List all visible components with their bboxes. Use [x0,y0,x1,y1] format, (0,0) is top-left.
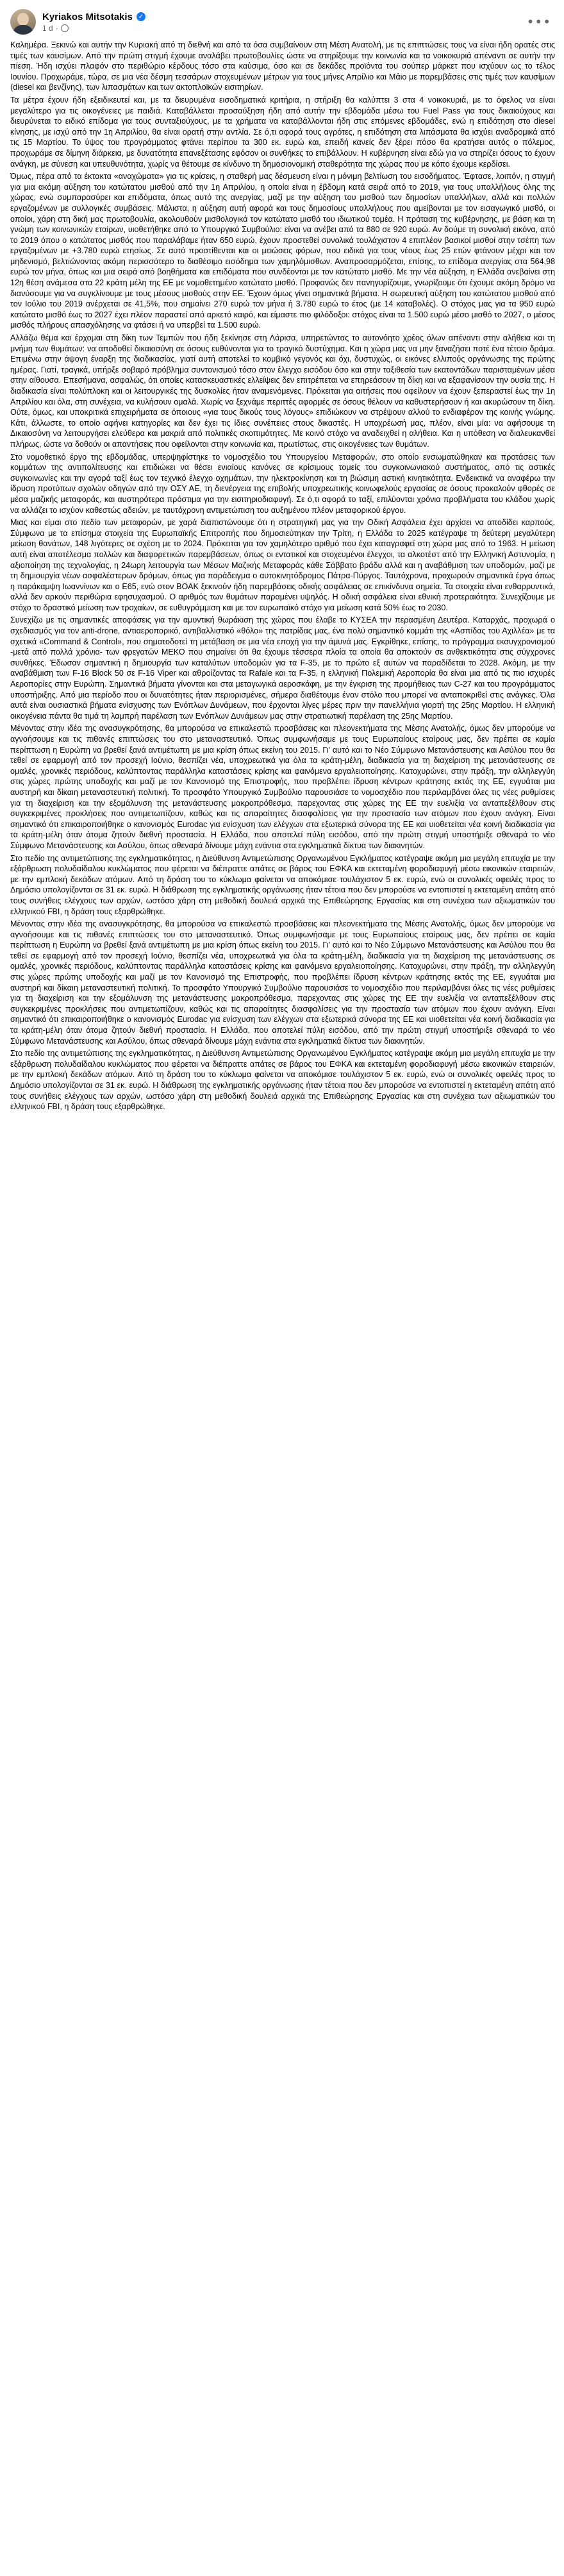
more-options-icon[interactable]: ••• [526,14,551,29]
globe-icon [61,24,69,32]
post-paragraph-2: Τα μέτρα έχουν ήδη εξειδικευτεί και, με τα διευρυμένα εισοδηματικά κριτήρια, η στήριξη θα καλύπτει 3 στα 4 νοικοκυριά, με το όφελος να είναι μεγαλύτερο για τις οικογένειες με παιδιά. Καταβάλλεται προσαύξηση ήδη από αυτήν την εβδομάδα μέσω του Fuel Pass για τους δικαιούχους και διευρύνεται το ειδικό επίδομα για τους συνταξιούχους, με τα χρήματα να καταβάλλονται ήδη στις επόμενες εβδομάδες, ενώ η επιδότηση στο diesel κίνησης, με ισχύ από την 1η Απριλίου, θα είναι ορατή στην αντλία. Σε ό,τι αφορά τους αγρότες, η επιδότηση στα λιπάσματα θα ισχύει αναδρομικά από τις 15 Μαρτίου. Το ύψος του προγράμματος φτάνει περίπου τα 300 εκ. ευρώ και, επειδή κανείς δεν ξέρει πόσο θα κρατήσει αυτός ο πόλεμος, προχωράμε σε δίμηνη διάρκεια, με δυνατότητα επανεξέτασης εφόσον οι συνθήκες το επιβάλλουν. Η κυβέρνηση είναι εδώ για να στηρίζει όσους το έχουν ανάγκη, με σύνεση και υπευθυνότητα, χωρίς να θέτουμε σε κίνδυνο τη δημοσιονομική σταθερότητα της χώρας που με κόπο έχουμε κερδίσει. [10,95,555,169]
post-author-block [42,12,145,33]
post-timestamp[interactable]: 1 d [42,23,53,33]
post-paragraph-7: Συνεχίζω με τις σημαντικές αποφάσεις για την αμυντική θωράκιση της χώρας που έλαβε το ΚΥΣΕΑ την περασμένη Δευτέρα. Καταρχάς, προχωρά ο σχεδιασμός για τον anti-drone, αντιαεροπορικό, αντιβαλλιστικό «θόλο» της πατρίδας μας, ένα πολύ σημαντικό κομμάτι της «Ασπίδας του Αχιλλέα» με τα σχετικά «Command & Control», που σηματοδοτεί τη μετάβαση σε μια νέα εποχή για την άμυνά μας. Εγκρίθηκε, επίσης, το πρόγραμμα εκσυγχρονισμού -μετά από πολλά χρόνια- των φρεγατών ΜΕΚΟ που σημαίνει ότι θα έχουμε τέσσερα πλοία τα οποία θα αποκτούν σε ανθεκτικότητα στις σύγχρονες συνθήκες. Έδωσαν σημαντική η δημιουργία των καταλύτων υποδομών για τα F-35, με το πρώτο εξ αυτών να παραδίδεται το 2028. Ακόμη, με την αναβάθμιση των F-16 Block 50 σε F-16 Viper και αθροίζοντας τα Rafale και τα F-35, η ελληνική Πολεμική Αεροπορία θα είναι μια από τις πιο ισχυρές Αεροπορίες στην Ευρώπη. Σημαντικά βήματα γίνονται και στα μεταγωγικά αεροσκάφη, με την έγκριση της προμήθειας των C-27 και του προγράμματος υποστήριξης. Από μια περίοδο που οι δυνατότητες ήταν περιορισμένες, σήμερα διαθέτουμε έναν στόλο που μπορεί να ανταποκριθεί στις ανάγκες. Όλα αυτά είναι ουσιαστικά βήματα ενίσχυσης των Ενόπλων Δυνάμεων, που έρχονται λίγες μέρες πριν την πανελλήνια γιορτή της 25ης Μαρτίου. Η ελληνική οικογένεια πάντα θα τιμά τη λαμπρή παρέλαση των Ενόπλων Δυνάμεων μας στην στρατιωτική παρέλαση της 25ης Μαρτίου. [10,615,555,721]
post-meta [42,24,145,33]
post-paragraph-5: Στο νομοθετικό έργο της εβδομάδας, υπερψηφίστηκε το νομοσχέδιο του Υπουργείου Μεταφορών, στο οποίο ενσωματώθηκαν και προτάσεις των κομμάτων της αντιπολίτευσης και επιδιώκει να θέσει ενιαίους κανόνες σε κρίσιμους τομείς του συγκοινωνιακού συστήματος, από τις αστικές συγκοινωνίες και την αγορά ταξί έως τον τεχνικό έλεγχο οχημάτων, την ηλεκτροκίνηση και τη βιώσιμη αστική κινητικότητα. Ενδεικτικά να αναφέρω την ίδρυση προτύπων σχολών οδηγών από την ΟΣΥ ΑΕ, τη διενέργεια της επιβολής υποχρεωτικής κοινωφελούς εργασίας σε όσους προκαλούν φθορές σε μέσα μαζικής μεταφοράς, και αυστηρότερα πρόστιμα για την εισιτηριοδιαφυγή. Σε ό,τι αφορά το ταξί, επιλύονται χρόνια προβλήματα του κλάδου χωρίς να αλλάζει το ισχύον καθεστώς αδειών, με ταυτόχρονη αντιμετώπιση του αυξημένου πλέον μεταφορικού έργου. [10,452,555,515]
meta-separator: · [55,23,58,33]
post-paragraph-1: Καλημέρα. Ξεκινώ και αυτήν την Κυριακή από τη διεθνή και από τα όσα συμβαίνουν στη Μέση Ανατολή, με τις επιπτώσεις τους να είναι ήδη ορατές στις τιμές των καυσίμων. Από την πρώτη στιγμή έχουμε αναλάβει πρωτοβουλίες ώστε να στηρίξουμε την κοινωνία και τα νοικοκυριά απέναντι σε αυτήν την πίεση. Ήδη ισχύει πλαφόν στο περιθώριο κέρδους τόσο στα καύσιμα, όσο και σε δεκάδες προϊόντα του σούπερ μάρκετ που ισχύουν ως το τέλος Ιουνίου. Προχωράμε, τώρα, σε μια νέα δέσμη τεσσάρων στοχευμένων μέτρων για τους μήνες Απρίλιο και Μάιο με παρεμβάσεις στις τιμές των καυσίμων (diesel και βενζίνης), των λιπασμάτων και των ακτοπλοϊκών εισιτηρίων. [10,40,555,92]
post-paragraph-3: Όμως, πέρα από τα έκτακτα «αναχώματα» για τις κρίσεις, η σταθερή μας δέσμευση είναι η μόνιμη βελτίωση του εισοδήματος. Έφτασε, λοιπόν, η στιγμή για μια ακόμη αύξηση του κατώτατου μισθού από την 1η Απριλίου, η οποία είναι η έβδομη κατά σειρά από το 2019, για τους υπαλλήλους όλης της χώρας, ενώ συμπαρασύρει και επιδόματα, όπως αυτό της ανεργίας, μαζί με την αύξηση του μισθού των δημοσίων υπαλλήλων, αλλά και πολλών εργαζομένων με συλλογικές συμβάσεις. Μάλιστα, η αύξηση αυτή αφορά και τους δημοσίους υπαλλήλους που αμείβονται με τον εισαγωγικό μισθό, οι οποίοι, χάρη στη δική μας πρωτοβουλία, ακολουθούν μισθολογικά τον κατώτατο μισθό του ιδιωτικού τομέα. Η πρόταση της κυβέρνησης, με βάση και τη γνώμη των κοινωνικών εταίρων, υιοθετήθηκε από το Υπουργικό Συμβούλιο: είναι να ανέβει από τα 880 σε 920 ευρώ. Αν δούμε τη συνολική εικόνα, από το 2019 όπου ο κατώτατος μισθός που παραλάβαμε ήταν 650 ευρώ, έχουν προστεθεί συνολικά τουλάχιστον 4 επιπλέον βασικοί μισθοί στην τσέπη των εργαζομένων με +3.780 ευρώ ετησίως. Σε αυτό προστίθενται και οι μειώσεις φόρων, που ειδικά για τους νέους έως 25 ετών φτάνουν μέχρι και τον μηδενισμό, βελτιώνοντας ακόμη περισσότερο το διαθέσιμο εισόδημα των χαμηλόμισθων. Αναπροσαρμόζεται, επίσης, το επίδομα ανεργίας στα 564,98 ευρώ τον μήνα, όπως και μια σειρά από βοηθήματα και επιδόματα που συνδέονται με τον κατώτατο μισθό. Με την νέα αύξηση, η Ελλάδα ανεβαίνει στη 12η θέση ανάμεσα στα 22 κράτη μέλη της ΕΕ με νομοθετημένο κατώτατο μισθό. Προφανώς δεν πανηγυρίζουμε, γνωρίζουμε ότι έχουμε ακόμη δρόμο να διανύσουμε για να συγκλίνουμε με τους μέσους μισθούς στην ΕΕ. Έχουν όμως γίνει σημαντικά βήματα. Η σωρευτική αύξηση του κατώτατου μισθού από τον Ιούλιο του 2019 ανέρχεται σε 41,5%, που σημαίνει 270 ευρώ τον μήνα ή 3.780 ευρώ το έτος (με 14 καταβολές). Ο στόχος μας για τα 950 ευρώ κατώτατο μισθό έως το 2027 έχει πλέον παραστεί από αρκετό καιρό, και είμαστε πιο φιλόδοξοι: στόχος είναι τα 1.500 ευρώ μέσο μισθό το 2027, ο μέσος μισθός πλήρους απασχόλησης να φτάσει ή να υπερβεί τα 1.500 ευρώ. [10,172,555,330]
post-paragraph-9: Στο πεδίο της αντιμετώπισης της εγκληματικότητας, η Διεύθυνση Αντιμετώπισης Οργανωμένου Εγκλήματος κατέγραψε ακόμη μια μεγάλη επιτυχία με την εξάρθρωση πολυδαίδαλου κυκλώματος που φέρεται να διέπραττε απάτες σε βάρος του ΕΦΚΑ και εκτεταμένη φοροδιαφυγή μέσω εικονικών εταιρειών, με την εμπλοκή δεκάδων ατόμων. Από τη δράση του το κύκλωμα φαίνεται να αποκόμισε τουλάχιστον 5 εκ. ευρώ, ενώ οι συνολικές οφειλές προς το Δημόσιο υπολογίζονται σε 31 εκ. ευρώ. Η διάθρωση της εγκληματικής οργάνωσης ήταν τέτοια που δεν μπορούσε να εντοπιστεί η εκτεταμένη απάτη από τους συνήθεις ελέγχους των αρχών, ωστόσο χάρη στη μεθοδική δουλειά αρχικά της Επιθεώρησης Εργασίας και στη συνέχεια των αξιωματικών του ελληνικού FBI, η δράση τους εξαρθρώθηκε. [10,853,555,916]
post-paragraph-4: Αλλάζω θέμα και έρχομαι στη δίκη των Τεμπών που ήδη ξεκίνησε στη Λάρισα, υπηρετώντας το αυτονόητο χρέος όλων απέναντι στην αλήθεια και τη μνήμη των θυμάτων: να αποδοθεί δικαιοσύνη σε όσους ευθύνονται για το τραγικό δυστύχημα. Και η χώρα μας να μην ξαναζήσει ποτέ ένα τέτοιο δράμα. Επιμένω στην άψογη έναρξη της διαδικασίας, γιατί αυτή αποτελεί το κομβικό γεγονός και όχι, δυστυχώς, οι εικόνες ελλιπούς οργάνωσης της πρώτης ημέρας. Γιατί, τραγικά, υπήρξε σοβαρό πρόβλημα συντονισμού τόσο στον έλεγχο εισόδου όσο και στην ταξιθεσία των εκατοντάδων παρισταμένων μέσα στην αίθουσα. Επεσήμανα, ασφαλώς, ότι οποίες κατασκευαστικές ελλείψεις δεν επιτρέπεται να επηρεάσουν τη δίκη και να εξαφανίσουν την ουσία της. Η διαδικασία είναι πολύπλοκη και οι λειτουργικές της δυσκολίες ήταν αναμενόμενες. Πρόκειται για αιτήσεις που οφείλουν να έχουν ξεπεραστεί έως την 1η Απριλίου και όλα, στη συνέχεια, να κυλήσουν ομαλά. Χωρίς να ξεχνάμε περιττές αφορμές σε όσους θέλουν να καθυστερήσουν ή και ακυρώσουν τη δίκη. Ούτε, όμως, και υποκριτικά επιχειρήματα σε όποιους «για τους δικούς τους λόγους» επιδιώκουν να στρέψουν αλλού το ενδιαφέρον της κοινής γνώμης. Κάτι, άλλωστε, το οποίο αφήνει κατηγορίες και δεν έχει τις ίδιες συνέπειες στους δικαστές. Η υποχρέωσή μας, πλέον, είναι μία: να αφήσουμε τη Δικαιοσύνη να λειτουργήσει ελεύθερα και μακριά από πολιτικές σκοπιμότητες. Με κοινό στόχο να αναδειχθεί η αλήθεια. Και η υπόθεση να διαλευκανθεί πλήρως, ώστε να δοθούν οι απαντήσεις που οφείλονται στην κοινωνία και, πρωτίστως, στις οικογένειες των θυμάτων. [10,333,555,449]
avatar-suit [13,25,33,35]
post-paragraph-11: Στο πεδίο της αντιμετώπισης της εγκληματικότητας, η Διεύθυνση Αντιμετώπισης Οργανωμένου Εγκλήματος κατέγραψε ακόμη μια μεγάλη επιτυχία με την εξάρθρωση πολυδαίδαλου κυκλώματος που φέρεται να διέπραττε απάτες σε βάρος του ΕΦΚΑ και εκτεταμένη φοροδιαφυγή μέσω εικονικών εταιρειών, με την εμπλοκή δεκάδων ατόμων. Από τη δράση του το κύκλωμα φαίνεται να αποκόμισε τουλάχιστον 5 εκ. ευρώ, ενώ οι συνολικές οφειλές προς το Δημόσιο υπολογίζονται σε 31 εκ. ευρώ. Η διάθρωση της εγκληματικής οργάνωσης ήταν τέτοια που δεν μπορούσε να εντοπιστεί η εκτεταμένη απάτη από τους συνήθεις ελέγχους των αρχών, ωστόσο χάρη στη μεθοδική δουλειά αρχικά της Επιθεώρησης Εργασίας και στη συνέχεια των αξιωματικών του ελληνικού FBI, η δράση τους εξαρθρώθηκε. [10,1049,555,1112]
verified-badge-icon: ✓ [137,12,145,21]
post-paragraph-10: Μένοντας στην ιδέα της ανασυγκρότησης, θα μπορούσα να επικαλεστώ προσβάσεις και πλεονεκτήματα της Μέσης Ανατολής, όμως δεν μπορούμε να αγνοήσουμε και τις πιθανές επιπτώσεις του στο μεταναστευτικό. Όπως συμφωνήσαμε με τους Ευρωπαίους εταίρους μας, δεν πρέπει σε καμία περίπτωση η Ευρώπη να βρεθεί ξανά αντιμέτωπη με μια κρίση όπως εκείνη του 2015. Γι' αυτό και το Νέο Σύμφωνο Μετανάστευσης και Ασύλου που θα τεθεί σε εφαρμογή από τον προσεχή Ιούνιο, θεσπίζει νέα, υποχρεωτικά για όλα τα κράτη-μέλη, διαδικασία για τη διαχείριση της μετανάστευσης σε ομαλές, χρονικές περιόδους, καλύπτοντας παράλληλα καταστάσεις κρίσης και φαινόμενα εργαλειοποίησης. Κατοχυρώνει, στην πράξη, την αλληλεγγύη στις χώρες πρώτης υποδοχής και μαζί με τον Κανονισμό της Επιστροφής, που προβλέπει ίδρυση κέντρων κράτησης εκτός της ΕΕ, εγγυάται μια αυστηρή και δίκαιη μεταναστευτική πολιτική. Το προσφάτο Υπουργικό Συμβούλιο παρουσιάσε το νομοσχέδιο που περιλαμβάνει όλες τις νέες ρυθμίσεις για τη διαχείριση και την εξομάλυνση της μετανάστευσης μακροπρόθεσμα, παρεχοντας στις χώρες της ΕΕ την ευελιξία να ανταπεξέλθουν στις συγκεκριμένες προκλήσεις που αντιμετωπίζουν, καθώς και τις απαραίτητες διασφαλίσεις για την προστασία των ατόμων που έχουν ανάγκη. Είναι σημαντικό ότι επικαιροποιήθηκε ο κανονισμός Eurodac για ενίσχυση των ελέγχων στα εξωτερικά σύνορα της ΕΕ και υιοθετείται νέα κοινή διαδικασία για τα κράτη-μέλη όταν άτομα ζητούν διεθνή προστασία. Η Ελλάδα, που αποτελεί πύλη εισόδου, από την πρώτη στιγμή υποστήριξε σθεναρά το νέο Σύμφωνο Μετανάστευσης και Ασύλου, όπως σθεναρά δίνουμε μάχη ενάντια στα εγκληματικά δίκτυα των διακινητών. [10,919,555,1046]
avatar[interactable] [10,9,36,35]
avatar-face [17,13,29,26]
post-paragraph-8: Μένοντας στην ιδέα της ανασυγκρότησης, θα μπορούσα να επικαλεστώ προσβάσεις και πλεονεκτήματα της Μέσης Ανατολής, όμως δεν μπορούμε να αγνοήσουμε και τις πιθανές επιπτώσεις του στο μεταναστευτικό. Όπως συμφωνήσαμε με τους Ευρωπαίους εταίρους μας, δεν πρέπει σε καμία περίπτωση η Ευρώπη να βρεθεί ξανά αντιμέτωπη με μια κρίση όπως εκείνη του 2015. Γι' αυτό και το Νέο Σύμφωνο Μετανάστευσης και Ασύλου που θα τεθεί σε εφαρμογή από τον προσεχή Ιούνιο, θεσπίζει νέα, υποχρεωτικά για όλα τα κράτη-μέλη, διαδικασία για τη διαχείριση της μετανάστευσης σε ομαλές, χρονικές περιόδους, καλύπτοντας παράλληλα καταστάσεις κρίσης και φαινόμενα εργαλειοποίησης. Κατοχυρώνει, στην πράξη, την αλληλεγγύη στις χώρες πρώτης υποδοχής και μαζί με τον Κανονισμό της Επιστροφής, που προβλέπει ίδρυση κέντρων κράτησης εκτός της ΕΕ, εγγυάται μια αυστηρή και δίκαιη μεταναστευτική πολιτική. Το προσφάτο Υπουργικό Συμβούλιο παρουσιάσε το νομοσχέδιο που περιλαμβάνει όλες τις νέες ρυθμίσεις για τη διαχείριση και την εξομάλυνση της μετανάστευσης μακροπρόθεσμα, παρεχοντας στις χώρες της ΕΕ την ευελιξία να ανταπεξέλθουν στις συγκεκριμένες προκλήσεις που αντιμετωπίζουν, καθώς και τις απαραίτητες διασφαλίσεις για την προστασία των ατόμων που έχουν ανάγκη. Είναι σημαντικό ότι επικαιροποιήθηκε ο κανονισμός Eurodac για ενίσχυση των ελέγχων στα εξωτερικά σύνορα της ΕΕ και υιοθετείται νέα κοινή διαδικασία για τα κράτη-μέλη όταν άτομα ζητούν διεθνή προστασία. Η Ελλάδα, που αποτελεί πύλη εισόδου, από την πρώτη στιγμή υποστήριξε σθεναρά το νέο Σύμφωνο Μετανάστευσης και Ασύλου, όπως σθεναρά δίνουμε μάχη ενάντια στα εγκληματικά δίκτυα των διακινητών. [10,724,555,850]
post-text [10,40,555,1112]
post-header [10,8,555,36]
author-name[interactable]: Kyriakos Mitsotakis [42,11,133,22]
post-paragraph-6: Μιας και είμαι στο πεδίο των μεταφορών, με χαρά διαπιστώνουμε ότι η στρατηγική μας για την Οδική Ασφάλεια έχει αρχίσει να αποδίδει καρπούς. Σύμφωνα με τα επίσημα στοιχεία της Ευρωπαϊκής Επιτροπής που δημοσιεύτηκαν την Τρίτη, η Ελλάδα το 2025 κατέγραψε τη δεύτερη μεγαλύτερη μείωση θανάτων, 148 λιγότερες σε σχέση με το 2024. Πρόκειται για τον χαμηλότερο αριθμό που έχει καταγραφεί στη χώρα μας από το 1963. Η μείωση αυτή είναι αποτέλεσμα πολλών και διαφορετικών παρεμβάσεων, όπως οι εντατικοί και στοχευμένοι έλεγχοι, τα αλκοτέστ από την Ελληνική Αστυνομία, η αξιοποίηση της τεχνολογίας, η 24ωρη λειτουργία των Μέσων Μαζικής Μεταφοράς κάθε Σάββατο βράδυ αλλά και η αναβάθμιση των υποδομών, μαζί με τη δημιουργία νέων ασφαλέστερων δρόμων, όπως για παράδειγμα ο αυτοκινητόδρομος Πάτρα-Πύργος. Ταυτόχρονα, προχωρούν σημαντικά έργα όπως η παράκαμψη Ιωαννίνων και ο Ε65, ενώ στον ΒΟΑΚ ξεκινούν ήδη παρεμβάσεις οδικής ασφάλειας σε επικίνδυνα σημεία. Τα στοιχεία είναι ενθαρρυντικά, αλλά δεν αρκούν περιθώρια εφησυχασμού. Ο αριθμός των θυμάτων παραμένει υψηλός. Η οδική ασφάλεια είναι εθνική προτεραιότητα. Συνεχίζουμε με στόχο το δραστικό μείωση των τροχαίων, σε ευθυγράμμιση και με τον ευρωπαϊκό στόχο για μείωση κατά 50% έως το 2030. [10,518,555,612]
author-row [42,12,145,22]
